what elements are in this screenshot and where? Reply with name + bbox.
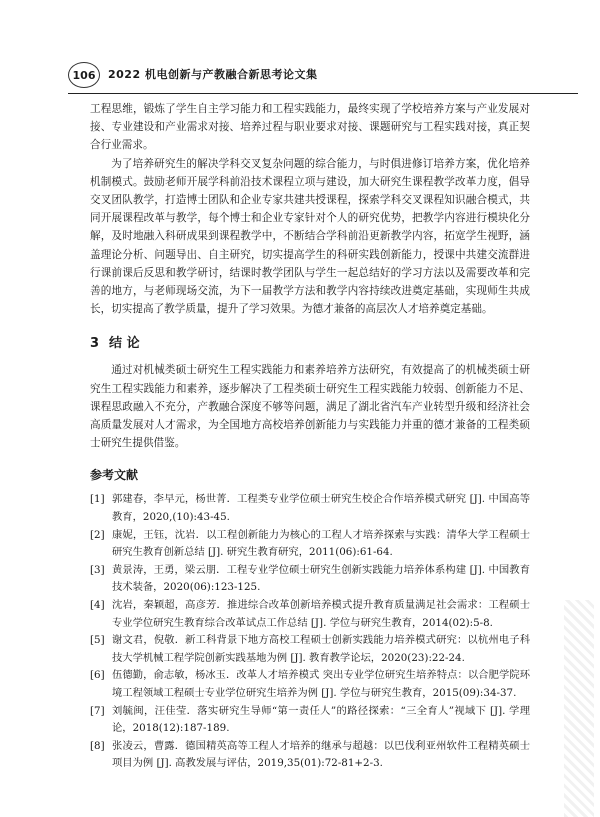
section-heading xyxy=(90,332,530,351)
body-text xyxy=(90,100,530,773)
conclusion-paragraph: 通过对机械类硕士研究生工程实践能力和素养培养方法研究，有效提高了的机械类硕士研究生工程实践能力和素养，逐步解决了工程类硕士研究生工程实践能力较弱、创新能力不足、课程思政融入不充分，产教融合深度不够等问题，满足了湖北省汽车产业转型升级和经济社会高质量发展对人才需求，为全国地方高校培养创新能力与实践能力并重的德才兼备的工程类硕士研究生提供借鉴。 xyxy=(90,364,530,450)
reference-text: 谢文君，倪敬．新工科背景下地方高校工程硕士创新实践能力培养模式研究：以杭州电子科技大学机械工程学院创新实践基地为例 [J]. 教育教学论坛，2020(23):22-24. xyxy=(112,634,530,664)
reference-item xyxy=(90,562,530,597)
reference-text: 刘毓闽，汪佳莹．落实研究生导师“第一责任人”的路径探索：“三全育人”视域下 [J]. 学理论，2018(12):187-189. xyxy=(112,704,530,735)
running-header xyxy=(68,62,578,90)
reference-number: [6] xyxy=(90,669,105,682)
reference-number: [5] xyxy=(90,634,105,647)
section-number: 3 xyxy=(90,336,100,352)
reference-item xyxy=(90,738,530,773)
paragraph: 为了培养研究生的解决学科交叉复杂问题的综合能力，与时俱进修订培养方案，优化培养机制模式。鼓励老师开展学科前沿技术课程立项与建设，加大研究生课程教学改革力度，倡导交叉团队教学，打造博士团队和企业专家共建共授课程，探索学科交叉课程知识融合模式，共同开展课程改革与教学，每个博士和企业专家针对个人的研究优势，把教学内容进行模块化分解，及时地融入科研成果到课程教学中，不断结合学科前沿更新教学内容，拓宽学生视野，涵盖理论分析、问题导出、自主研究，切实提高学生的科研实践创新能力，授课中共建交流群进行课前课后反思和教学研讨，结课时教学团队与学生一起总结好的学习方法以及需要改革和完善的地方，与老师现场交流，为下一届教学方法和教学内容持续改进奠定基础，实现师生共成长，切实提高了教学质量，提升了学习效果。为德才兼备的高层次人才培养奠定基础。 xyxy=(90,157,530,316)
reference-item xyxy=(90,703,530,738)
reference-number: [3] xyxy=(90,563,105,576)
reference-text: 黄景涛，王勇，梁云朋．工程专业学位硕士研究生创新实践能力培养体系构建 [J]. 中国教育技术装备，2020(06):123-125. xyxy=(112,563,530,594)
reference-item xyxy=(90,667,530,702)
reference-item xyxy=(90,632,530,667)
reference-text: 伍德勤，俞志敏，杨冰玉．改革人才培养模式 突出专业学位研究生培养特点：以合肥学院环境工程领域工程硕士专业学位研究生培养为例 [J]. 学位与研究生教育，2015(09):34-37. xyxy=(112,669,530,699)
reference-text: 郭建春，李早元，杨世菁．工程类专业学位硕士研究生校企合作培养模式研究 [J]. 中国高等教育，2020,(10):43-45. xyxy=(112,493,530,524)
page-number-badge xyxy=(68,62,100,88)
header-rule xyxy=(68,93,578,94)
section-title: 结 论 xyxy=(109,336,140,352)
reference-item xyxy=(90,527,530,562)
book-title: 2022 机电创新与产教融合新思考论文集 xyxy=(108,68,318,81)
reference-number: [4] xyxy=(90,599,105,612)
reference-number: [8] xyxy=(90,739,105,752)
paragraph-continued: 工程思维，锻炼了学生自主学习能力和工程实践能力，最终实现了学校培养方案与产业发展对接、专业建设和产业需求对接、培养过程与职业要求对接、课题研究与工程实践对接，真正契合行业需求。 xyxy=(90,103,530,152)
reference-text: 康妮，王钰，沈岩．以工程创新能力为核心的工程人才培养探索与实践：清华大学工程硕士研究生教育创新总结 [J]. 研究生教育研究，2011(06):61-64. xyxy=(112,528,530,559)
reference-text: 张凌云，曹露．德国精英高等工程人才培养的继承与超越：以巴伐利亚州软件工程精英硕士项目为例 [J]. 高教发展与评估，2019,35(01):72-81+2-3. xyxy=(112,739,530,770)
references-heading: 参考文献 xyxy=(90,468,139,483)
reference-number: [7] xyxy=(90,704,105,717)
reference-item xyxy=(90,491,530,526)
reference-item xyxy=(90,597,530,632)
reference-number: [1] xyxy=(90,493,105,506)
reference-text: 沈岩，秦颖超，高彦芳．推进综合改革创新培养模式提升教育质量满足社会需求：工程硕士专业学位研究生教育综合改革试点工作总结 [J]. 学位与研究生教育，2014(02):5-8. xyxy=(112,599,530,629)
reference-number: [2] xyxy=(90,528,105,541)
decorative-side-band xyxy=(564,600,594,817)
page-number: 106 xyxy=(72,68,96,82)
